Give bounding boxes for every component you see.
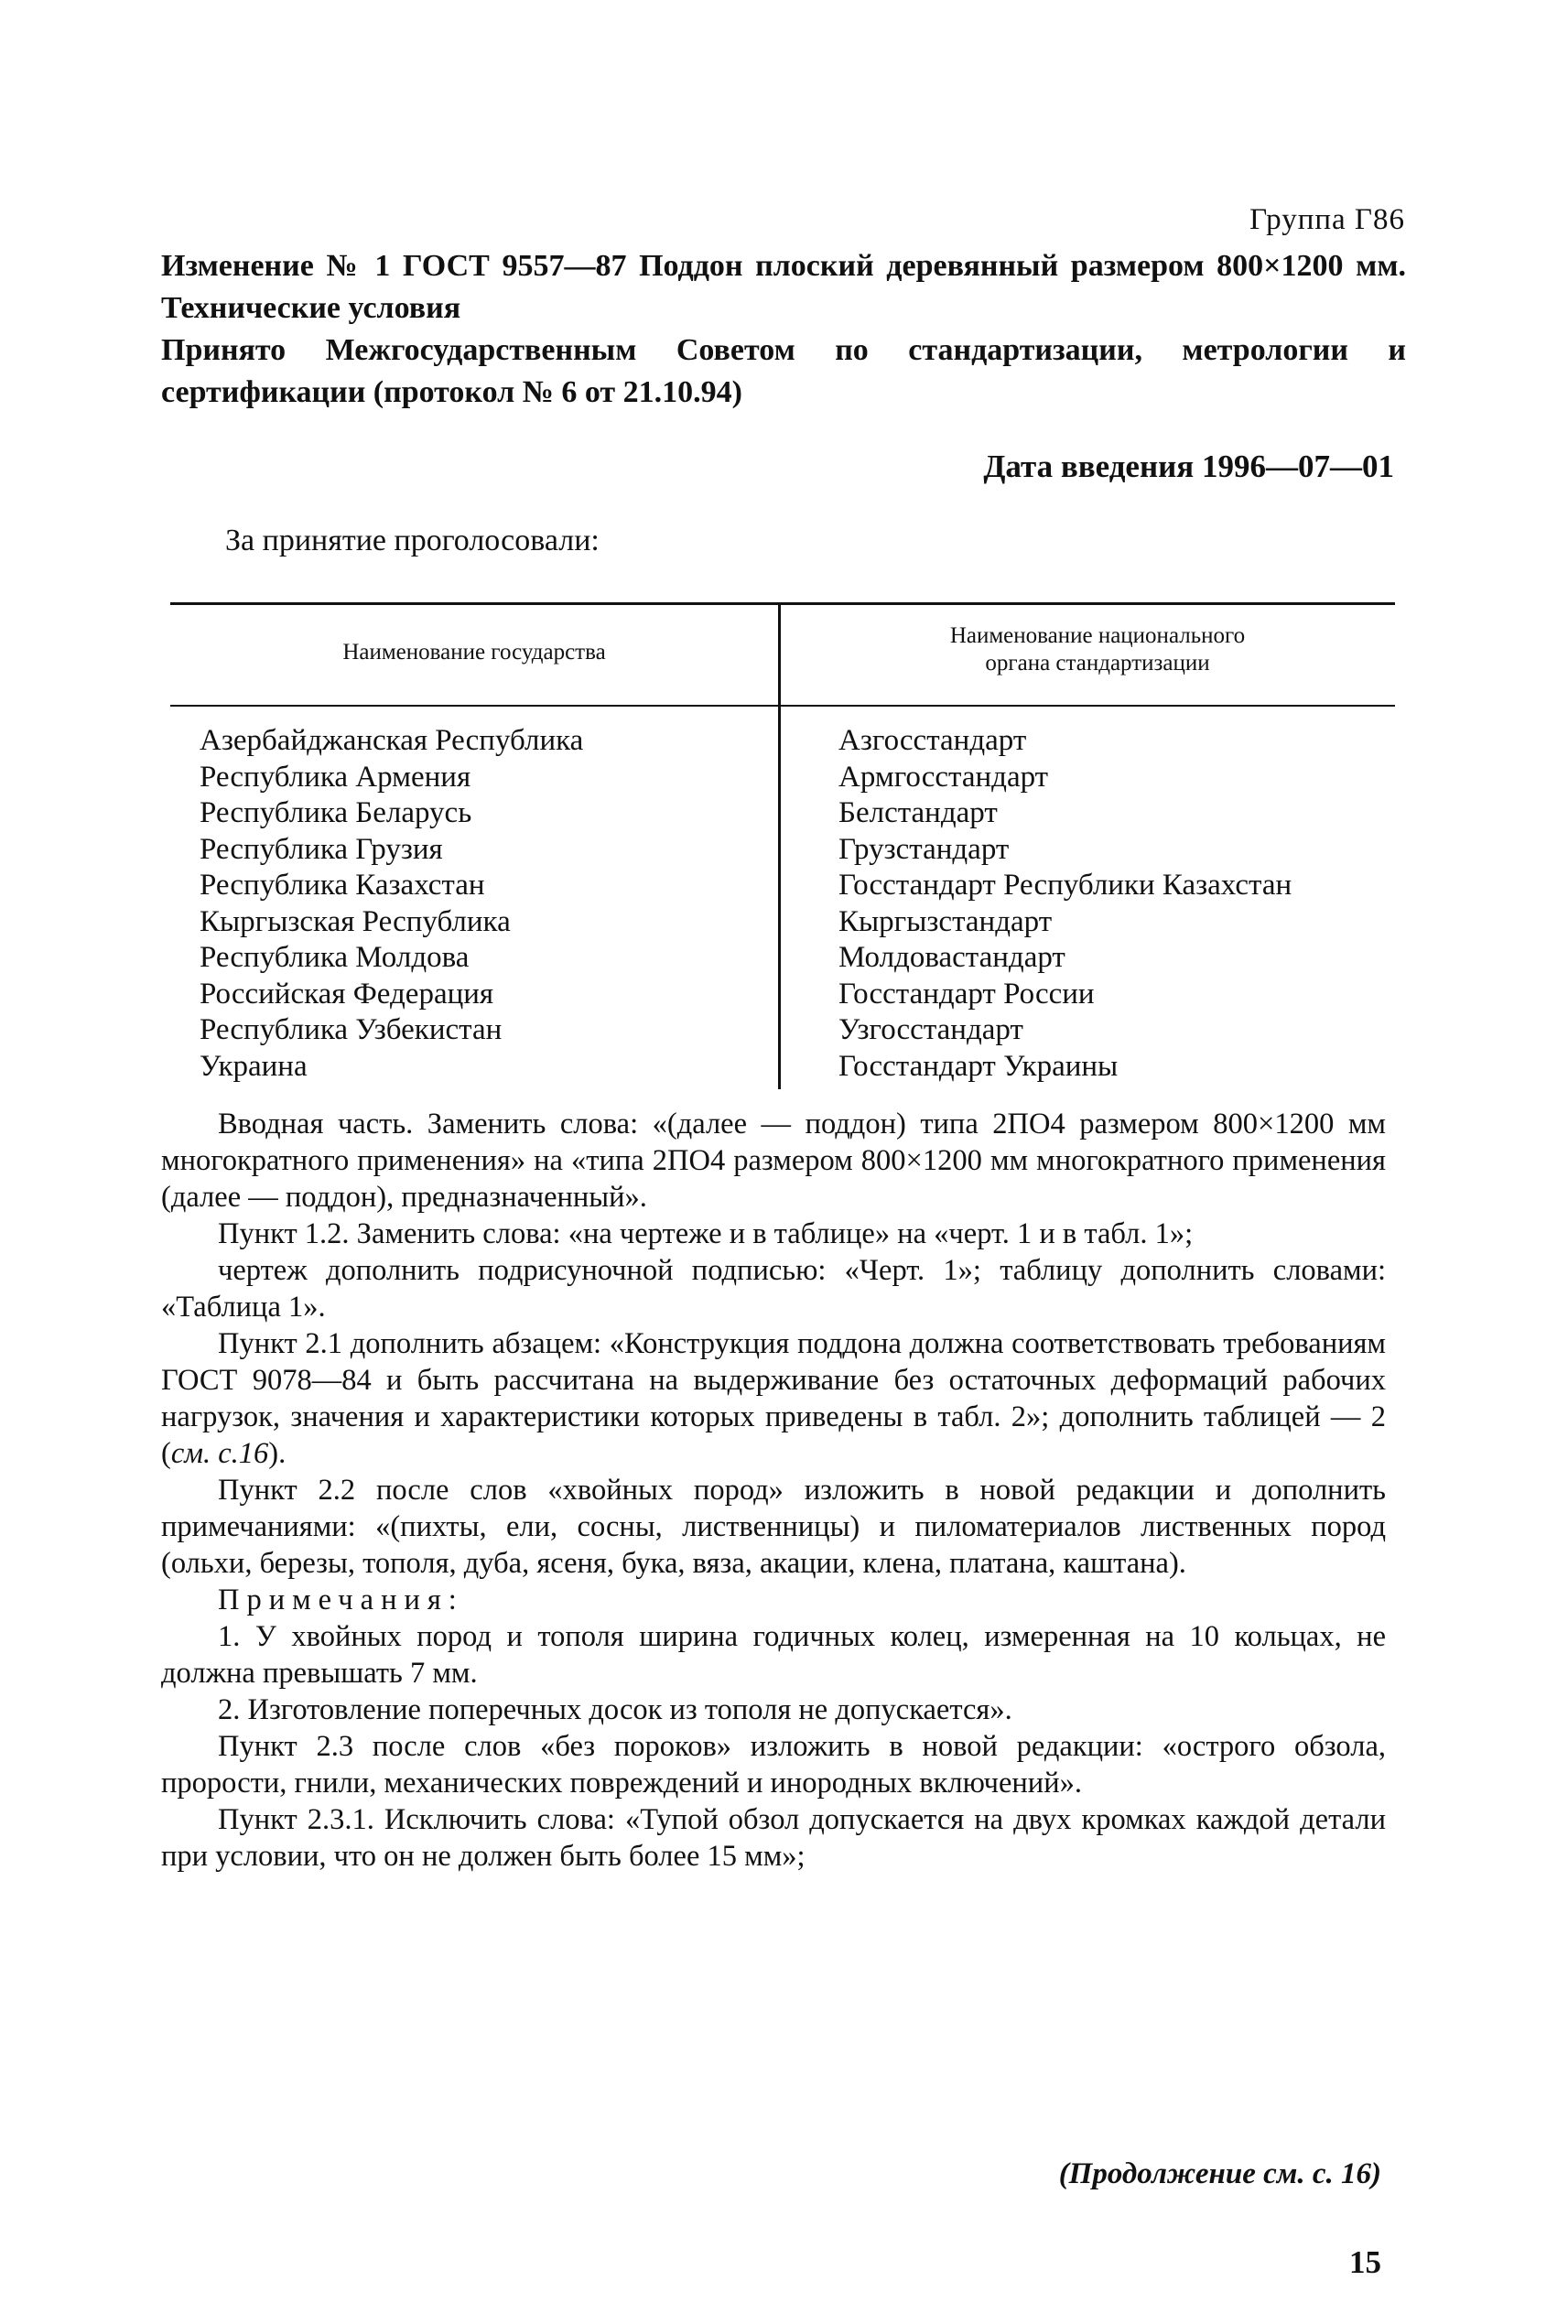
effective-date: Дата введения 1996—07—01 xyxy=(983,449,1394,484)
table-column-bodies xyxy=(838,723,1292,1085)
table-cell-state: Республика Казахстан xyxy=(200,869,485,902)
table-cell-state: Украина xyxy=(200,1049,308,1083)
table-column-divider xyxy=(778,602,781,1089)
table-cell-body: Госстандарт России xyxy=(838,977,1095,1011)
continuation-note: (Продолжение см. с. 16) xyxy=(1058,2157,1381,2190)
adoption-statement: Принято Межгосударственным Советом по стандартизации, метрологии и сертификации (протокол № 6 от 21.10.94) xyxy=(161,333,1406,409)
page-number: 15 xyxy=(1349,2244,1381,2280)
table-cell-state: Республика Молдова xyxy=(200,941,470,974)
table-cell-body: Азгосстандарт xyxy=(838,724,1027,757)
paragraph-1-2-cont: чертеж дополнить подрисуночной подписью: «Черт. 1»; таблицу дополнить словами: «Таблица 1». xyxy=(161,1254,1386,1324)
paragraph-2-1-text: Пункт 2.1 дополнить абзацем: «Конструкция поддона должна соответствовать требованиям ГОСТ 9078—84 и быть рассчитана на выдерживание без остаточных деформаций рабочих нагрузок, значения и характеристики которых приведены в табл. 2»; дополнить таблицей — 2 ( xyxy=(161,1327,1386,1470)
table-cell-state: Азербайджанская Республика xyxy=(200,724,584,757)
paragraph-intro: Вводная часть. Заменить слова: «(далее — поддон) типа 2ПО4 размером 800×1200 мм многократного применения» на «типа 2ПО4 размером 800×1200 мм многократного применения (далее — поддон), предназначенный». xyxy=(161,1108,1386,1214)
table-top-rule xyxy=(170,602,1395,605)
table-cell-body: Молдовастандарт xyxy=(838,941,1065,974)
table-header-body: Наименование национального органа стандартизации xyxy=(949,623,1246,676)
table-cell-state: Российская Федерация xyxy=(200,977,494,1011)
table-cell-state: Республика Узбекистан xyxy=(200,1013,503,1046)
paragraph-2-1-end: ). xyxy=(268,1437,287,1470)
table-cell-body: Армгосстандарт xyxy=(838,760,1049,794)
table-cell-body: Госстандарт Республики Казахстан xyxy=(838,869,1292,902)
paragraph-2-3-1: Пункт 2.3.1. Исключить слова: «Тупой обзол допускается на двух кромках каждой детали при условии, что он не должен быть более 15 мм»; xyxy=(161,1803,1386,1873)
table-header-state: Наименование государства xyxy=(342,640,606,665)
voted-label: За принятие проголосовали: xyxy=(225,524,600,557)
table-cell-body: Узгосстандарт xyxy=(838,1013,1023,1046)
table-cell-body: Госстандарт Украины xyxy=(838,1049,1119,1083)
paragraph-2-1 xyxy=(161,1325,1386,1472)
table-cell-state: Республика Беларусь xyxy=(200,796,472,829)
note-2: 2. Изготовление поперечных досок из тополя не допускается». xyxy=(218,1693,1012,1726)
paragraph-1-2: Пункт 1.2. Заменить слова: «на чертеже и в таблице» на «черт. 1 и в табл. 1»; xyxy=(218,1217,1194,1250)
paragraph-2-3: Пункт 2.3 после слов «без пороков» изложить в новой редакции: «острого обзола, прорости, гнили, механических повреждений и инородных включений». xyxy=(161,1730,1386,1800)
notes-label: Примечания: xyxy=(218,1584,464,1616)
paragraph-2-2: Пункт 2.2 после слов «хвойных пород» изложить в новой редакции и дополнить примечаниями: «(пихты, ели, сосны, лиственницы) и пиломатериалов лиственных пород (ольхи, березы, тополя, дуба, ясеня, бука, вяза, акации, клена, платана, каштана). xyxy=(161,1474,1386,1580)
table-cell-state: Республика Грузия xyxy=(200,832,443,866)
amendment-body xyxy=(161,1106,1386,1875)
table-cell-body: Белстандарт xyxy=(838,796,998,829)
table-header-rule xyxy=(170,705,1395,707)
amendment-title: Изменение № 1 ГОСТ 9557—87 Поддон плоский деревянный размером 800×1200 мм. Технические условия xyxy=(161,249,1406,325)
table-cell-body: Грузстандарт xyxy=(838,832,1010,866)
table-cell-state: Республика Армения xyxy=(200,760,471,794)
table-cell-body: Кыргызстандарт xyxy=(838,904,1053,938)
note-1: 1. У хвойных пород и тополя ширина годичных колец, измеренная на 10 кольцах, не должна превышать 7 мм. xyxy=(161,1620,1386,1690)
table-cell-state: Кыргызская Республика xyxy=(200,904,511,938)
table-column-states xyxy=(200,723,583,1085)
group-code: Группа Г86 xyxy=(1249,203,1405,236)
page-reference: см. с.16 xyxy=(170,1437,269,1470)
